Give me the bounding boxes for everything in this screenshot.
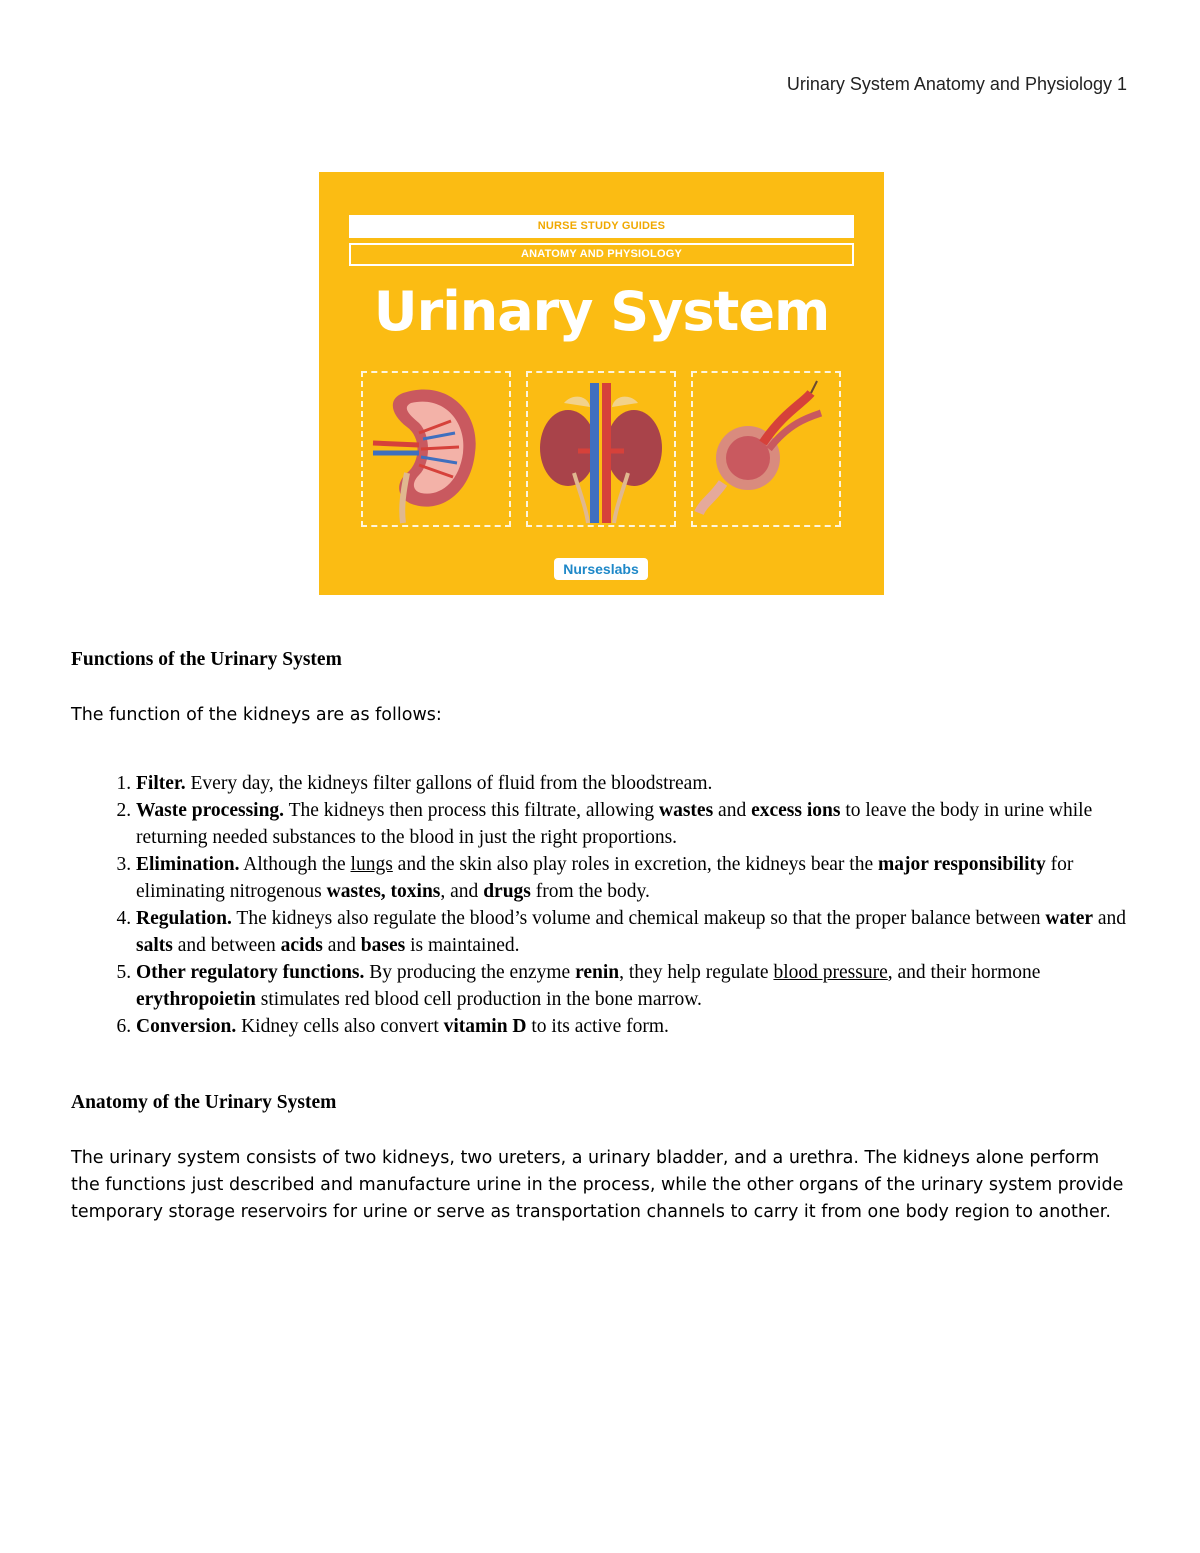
banner-title: Urinary System (373, 280, 830, 343)
item-bold: salts (136, 935, 173, 956)
item-term: Elimination. (136, 854, 240, 875)
kidney-cross-section-illustration (361, 371, 511, 527)
banner-sub-label: ANATOMY AND PHYSIOLOGY (349, 243, 854, 266)
document-body (71, 646, 1131, 1226)
item-text: By producing the enzyme (364, 962, 576, 983)
functions-list (71, 770, 1131, 1040)
functions-heading: Functions of the Urinary System (71, 649, 342, 670)
item-text: The kidneys then process this filtrate, allowing (284, 800, 659, 821)
list-item (136, 770, 1131, 797)
list-item (136, 905, 1131, 959)
item-text: The kidneys also regulate the blood’s volume and chemical makeup so that the proper balance between (231, 908, 1046, 929)
item-text: Although the (239, 854, 351, 875)
cover-banner (319, 172, 884, 595)
item-term: Regulation. (136, 908, 232, 929)
item-bold: renin (575, 962, 620, 983)
item-text: and (713, 800, 752, 821)
item-text: and (322, 935, 361, 956)
list-item (136, 1013, 1131, 1040)
list-item (136, 959, 1131, 1013)
running-head: Urinary System Anatomy and Physiology 1 (786, 74, 1127, 94)
item-text: to its active form. (526, 1016, 669, 1037)
list-item (136, 797, 1131, 851)
item-bold: major responsibility (878, 854, 1046, 875)
item-bold: excess ions (751, 800, 841, 821)
lungs-link[interactable]: lungs (350, 854, 393, 875)
item-term: Waste processing. (136, 800, 285, 821)
kidneys-and-vessels-illustration (526, 371, 676, 527)
item-bold: wastes, toxins (326, 881, 441, 902)
item-term: Other regulatory functions. (136, 962, 365, 983)
nephron-illustration (691, 371, 841, 527)
anatomy-paragraph: The urinary system consists of two kidneys, two ureters, a urinary bladder, and a urethra. The kidneys alone perform the functions just described and manufacture urine in the process, while the other organs of the urinary system provide temporary storage reservoirs for urine or serve as transportation channels to carry it from one body region to another. (71, 1148, 1124, 1222)
item-term: Conversion. (136, 1016, 237, 1037)
item-text: , and (440, 881, 484, 902)
item-text: from the body. (530, 881, 650, 902)
item-text: to leave the body in urine while returning needed substances to the blood in just the right proportions. (136, 800, 1093, 848)
blood-pressure-link[interactable]: blood pressure (773, 962, 888, 983)
item-text: and the skin also play roles in excretion, the kidneys bear the (392, 854, 878, 875)
item-bold: wastes (659, 800, 714, 821)
item-text: and between (172, 935, 281, 956)
item-text: for eliminating nitrogenous (136, 854, 1074, 902)
item-term: Filter. (136, 773, 186, 794)
functions-intro: The function of the kidneys are as follows: (71, 705, 442, 725)
banner-top-label: NURSE STUDY GUIDES (349, 215, 854, 238)
item-text: is maintained. (405, 935, 520, 956)
item-bold: vitamin D (443, 1016, 527, 1037)
list-item (136, 851, 1131, 905)
item-bold: bases (360, 935, 406, 956)
item-bold: water (1045, 908, 1094, 929)
item-text: Every day, the kidneys filter gallons of fluid from the bloodstream. (185, 773, 713, 794)
item-text: and (1093, 908, 1127, 929)
item-text: stimulates red blood cell production in the bone marrow. (255, 989, 702, 1010)
nurseslabs-logo: Nurseslabs (554, 558, 648, 580)
item-text: Kidney cells also convert (236, 1016, 444, 1037)
anatomy-heading: Anatomy of the Urinary System (71, 1092, 337, 1113)
item-text: , and their hormone (887, 962, 1041, 983)
item-text: , they help regulate (619, 962, 774, 983)
item-bold: erythropoietin (136, 989, 256, 1010)
item-bold: drugs (483, 881, 531, 902)
item-bold: acids (280, 935, 323, 956)
